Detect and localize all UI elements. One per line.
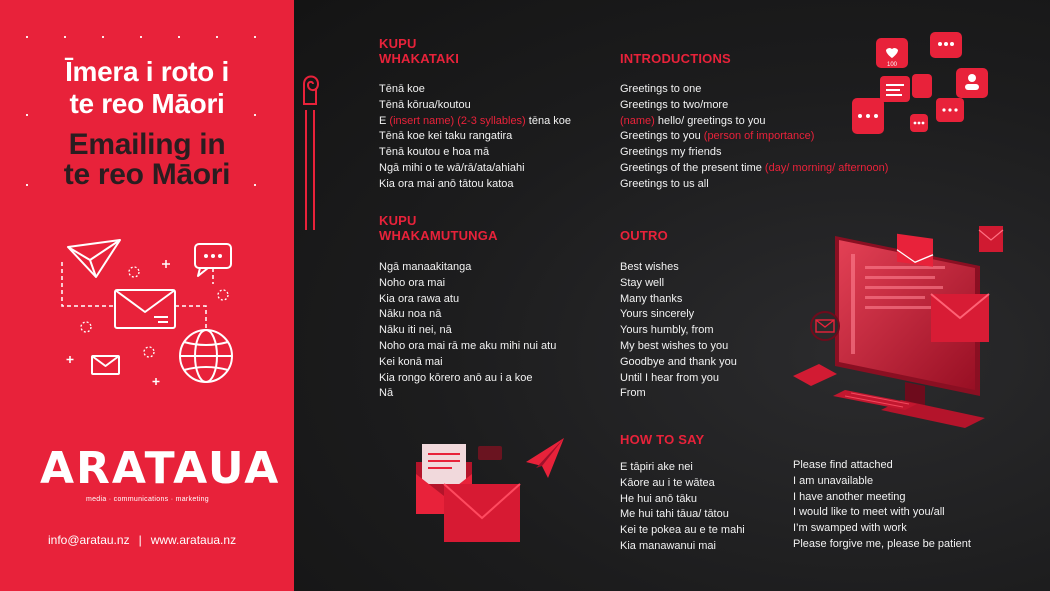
- list-item: [379, 386, 556, 402]
- decorative-dot: [254, 36, 256, 38]
- phrase-text: Goodbye and thank you: [620, 355, 737, 368]
- decorative-dot: [140, 36, 142, 38]
- phrase-text: Nā: [379, 387, 394, 400]
- phrase-text: I’m swamped with work: [793, 522, 907, 535]
- phrase-text: Greetings to you: [620, 130, 704, 143]
- phrase-text: Noho ora mai rā me aku mihi nui atu: [379, 339, 557, 352]
- phrase-text: Please find attached: [793, 459, 893, 471]
- list-item: [620, 339, 737, 355]
- list-item: [620, 292, 737, 308]
- heading-how-to-say: [620, 432, 704, 447]
- phrase-text: Yours humbly, from: [620, 324, 714, 337]
- phrase-text: I have another meeting: [793, 490, 906, 503]
- list-item: [379, 339, 556, 355]
- list-item: [379, 82, 571, 98]
- envelopes-paper-plane-icon: [408, 434, 578, 554]
- phrase-text: E: [379, 114, 390, 127]
- list-item: [379, 114, 571, 130]
- placeholder-text: (day/ morning/ afternoon): [764, 161, 889, 174]
- phrase-text: Kei te pokea au e te mahi: [620, 524, 745, 537]
- phrase-text: Many thanks: [620, 292, 683, 305]
- list-item: [379, 307, 556, 323]
- phrase-text: tēna koe: [525, 114, 571, 127]
- heading-kupu-whakataki: [379, 36, 459, 66]
- contact-website-link[interactable]: www.arataua.nz: [150, 533, 237, 547]
- list-item: [620, 276, 737, 292]
- placeholder-text: (person of importance): [703, 130, 815, 143]
- phrase-text: Nāku noa nā: [379, 308, 442, 321]
- phrase-text: Noho ora mai: [379, 276, 446, 289]
- list-item: [793, 505, 971, 521]
- phrase-text: Greetings of the present time: [620, 161, 765, 174]
- list-kupu-whakamutunga: [379, 260, 556, 402]
- decorative-dot: [26, 36, 28, 38]
- decorative-dot: [102, 36, 104, 38]
- phrase-text: Greetings my friends: [620, 146, 722, 159]
- page-title-maori: [0, 56, 294, 120]
- isometric-computer-email-icon: [785, 196, 1015, 446]
- list-item: [379, 145, 571, 161]
- phrase-text: Best wishes: [620, 261, 679, 273]
- phrase-text: Greetings to two/more: [620, 98, 729, 111]
- list-kupu-whakataki: [379, 82, 571, 193]
- list-how-to-say-english: [793, 458, 971, 553]
- list-item: [620, 323, 737, 339]
- heading-kupu-whakataki-line-1: KUPU: [379, 36, 417, 51]
- bubble-count-label: 100: [886, 62, 898, 68]
- list-item: [620, 523, 745, 539]
- brand-name: ARATAUA: [40, 443, 281, 494]
- brand-logo: [40, 443, 281, 506]
- phrase-text: hello/ greetings to you: [654, 114, 766, 127]
- contact-email-link[interactable]: info@aratau.nz: [48, 533, 130, 547]
- list-item: [620, 460, 745, 476]
- list-item: [620, 476, 745, 492]
- phrase-text: Nāku iti nei, nā: [379, 324, 452, 337]
- list-how-to-say-maori: [620, 460, 745, 555]
- heading-kupu-whakataki-line-2: WHAKATAKI: [379, 51, 460, 66]
- left-panel: [0, 0, 294, 591]
- list-item: [793, 537, 971, 553]
- brand-tagline: media · communications · marketing: [85, 496, 210, 503]
- heading-kupu-whakamutunga: [379, 213, 498, 243]
- phrase-text: Please forgive me, please be patient: [793, 537, 971, 550]
- list-item: [620, 371, 737, 387]
- phrase-text: Yours sincerely: [620, 308, 695, 321]
- phrase-text: I am unavailable: [793, 474, 874, 487]
- phrase-text: Kia rongo kōrero anō au i a koe: [379, 371, 533, 384]
- decorative-dot: [216, 36, 218, 38]
- list-item: [379, 371, 556, 387]
- list-item: [793, 474, 971, 490]
- phrase-text: Kia manawanui mai: [620, 539, 716, 552]
- placeholder-text: (name): [620, 114, 655, 127]
- phrase-text: Tēnā kōrua/koutou: [379, 98, 471, 111]
- decorative-dot: [64, 36, 66, 38]
- list-item: [620, 145, 888, 161]
- list-item: [379, 129, 571, 145]
- list-item: [620, 539, 745, 555]
- list-item: [379, 276, 556, 292]
- list-item: [379, 355, 556, 371]
- list-item: [793, 458, 971, 474]
- title-english-line-1: Emailing in: [68, 128, 226, 161]
- heading-introductions-line-1: INTRODUCTIONS: [620, 51, 731, 66]
- phrase-text: Ngā manaakitanga: [379, 261, 472, 273]
- list-item: [379, 177, 571, 193]
- phrase-text: Kei konā mai: [379, 355, 443, 368]
- phrase-text: He hui anō tāku: [620, 492, 698, 505]
- phrase-text: Me hui tahi tāua/ tātou: [620, 508, 729, 521]
- title-english-line-2: te reo Māori: [63, 158, 231, 191]
- phrase-text: I would like to meet with you/all: [793, 506, 945, 519]
- list-item: [620, 355, 737, 371]
- placeholder-text: (insert name) (2-3 syllables): [389, 114, 526, 127]
- heading-kupu-whakamutunga-line-1: KUPU: [379, 213, 417, 228]
- phrase-text: Greetings to us all: [620, 177, 709, 190]
- list-item: [620, 177, 888, 193]
- heading-how-to-say-line-1: HOW TO SAY: [620, 432, 705, 447]
- heading-introductions: [620, 51, 731, 66]
- page-title-english: [0, 130, 294, 190]
- phrase-text: Ngā mihi o te wā/rā/ata/ahiahi: [379, 161, 525, 174]
- phrase-text: Tēnā koe: [379, 83, 425, 95]
- phrase-text: Kia ora mai anō tātou katoa: [379, 177, 514, 190]
- phrase-text: Kāore au i te wātea: [620, 476, 715, 489]
- list-item: [379, 161, 571, 177]
- heading-kupu-whakamutunga-line-2: WHAKAMUTUNGA: [379, 228, 498, 243]
- contact-separator: |: [138, 533, 142, 547]
- phrase-text: Tēnā koe kei taku rangatira: [379, 130, 513, 143]
- list-outro: [620, 260, 737, 402]
- list-item: [379, 323, 556, 339]
- list-item: [620, 507, 745, 523]
- list-item: [620, 492, 745, 508]
- koru-scroll-icon: [300, 70, 322, 230]
- contact-line: [48, 533, 236, 547]
- list-item: [793, 521, 971, 537]
- phrase-text: My best wishes to you: [620, 339, 729, 352]
- decorative-dot: [178, 36, 180, 38]
- list-item: [620, 307, 737, 323]
- phrase-text: E tāpiri ake nei: [620, 461, 693, 473]
- heading-outro: [620, 228, 668, 243]
- list-item: [620, 386, 737, 402]
- heading-outro-line-1: OUTRO: [620, 228, 668, 243]
- list-item: [379, 98, 571, 114]
- list-item: [620, 161, 888, 177]
- email-network-icon: [48, 232, 248, 392]
- phrase-text: Kia ora rawa atu: [379, 292, 460, 305]
- title-maori-line-1: Īmera i roto i: [65, 56, 229, 87]
- phrase-text: Until I hear from you: [620, 371, 720, 384]
- title-maori-line-2: te reo Māori: [69, 88, 225, 119]
- list-item: [379, 260, 556, 276]
- phrase-text: Stay well: [620, 276, 665, 289]
- phrase-text: Tēnā koutou e hoa mā: [379, 146, 490, 159]
- list-item: [793, 490, 971, 506]
- list-item: [620, 260, 737, 276]
- list-item: [379, 292, 556, 308]
- phrase-text: From: [620, 387, 646, 400]
- social-notification-bubbles-icon: [848, 28, 998, 146]
- phrase-text: Greetings to one: [620, 83, 702, 95]
